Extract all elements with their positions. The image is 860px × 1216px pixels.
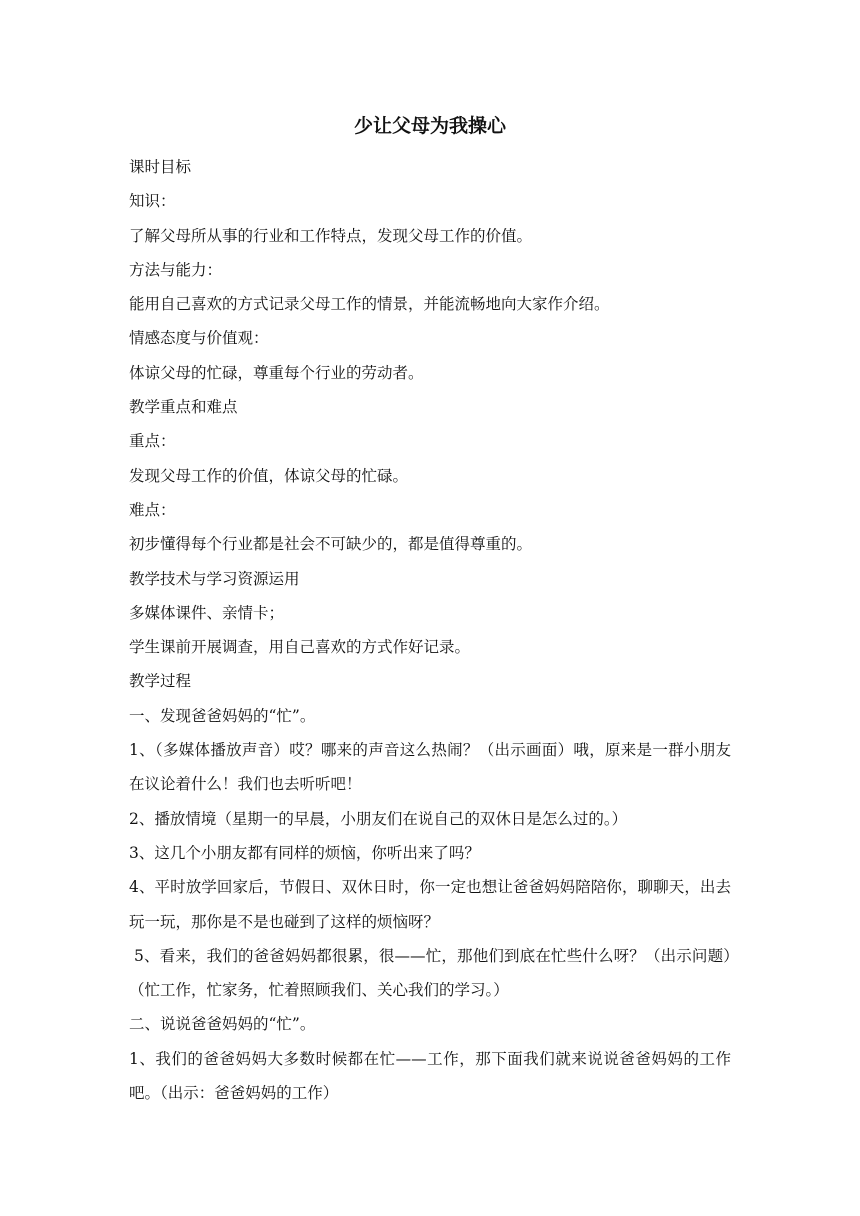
text-line: 发现父母工作的价值，体谅父母的忙碌。 (129, 466, 409, 485)
subheading-attitude: 情感态度与价值观： (129, 329, 269, 348)
process-paragraph: 3、这几个小朋友都有同样的烦恼，你听出来了吗？ (129, 843, 480, 862)
process-paragraph: 1、我们的爸爸妈妈大多数时候都在忙——工作，那下面我们就来说说爸爸妈妈的工作吧。（出示：爸爸妈妈的工作） (129, 1049, 731, 1103)
text-line: 多媒体课件、亲情卡； (129, 603, 285, 622)
section-heading-objectives: 课时目标 (129, 158, 192, 176)
subheading-key: 重点： (129, 432, 176, 451)
section-heading-resources: 教学技术与学习资源运用 (129, 569, 300, 588)
process-paragraph-indented (129, 939, 731, 1008)
text-line: 体谅父母的忙碌，尊重每个行业的劳动者。 (129, 363, 424, 382)
process-step-heading: 一、发现爸爸妈妈的“忙”。 (129, 706, 316, 725)
text-line: 初步懂得每个行业都是社会不可缺少的，都是值得尊重的。 (129, 535, 533, 554)
document-body (129, 150, 731, 1110)
subheading-method: 方法与能力： (129, 260, 223, 279)
subheading-difficulty: 难点： (129, 500, 176, 519)
text-line: 学生课前开展调查，用自己喜欢的方式作好记录。 (129, 638, 471, 657)
process-paragraph-text: 5、看来，我们的爸爸妈妈都很累，很——忙，那他们到底在忙些什么呀？（出示问题）（忙工作，忙家务，忙着照顾我们、关心我们的学习。） (129, 946, 731, 1000)
section-heading-key-points: 教学重点和难点 (129, 398, 238, 417)
document-title: 少让父母为我操心 (353, 115, 506, 137)
process-paragraph: 1、（多媒体播放声音）哎？哪来的声音这么热闹？（出示画面）哦，原来是一群小朋友在议论着什么！我们也去听听吧！ (129, 741, 731, 794)
text-line: 了解父母所从事的行业和工作特点，发现父母工作的价值。 (129, 226, 533, 245)
process-step-heading: 二、说说爸爸妈妈的“忙”。 (129, 1015, 316, 1034)
process-paragraph: 2、播放情境（星期一的早晨，小朋友们在说自己的双休日是怎么过的。） (129, 809, 628, 828)
process-paragraph: 4、平时放学回家后，节假日、双休日时，你一定也想让爸爸妈妈陪陪你，聊聊天，出去玩一玩，那你是不是也碰到了这样的烦恼呀？ (129, 878, 731, 931)
section-heading-process: 教学过程 (129, 672, 192, 691)
subheading-knowledge: 知识： (129, 192, 176, 211)
text-line: 能用自己喜欢的方式记录父母工作的情景，并能流畅地向大家作介绍。 (129, 295, 610, 314)
